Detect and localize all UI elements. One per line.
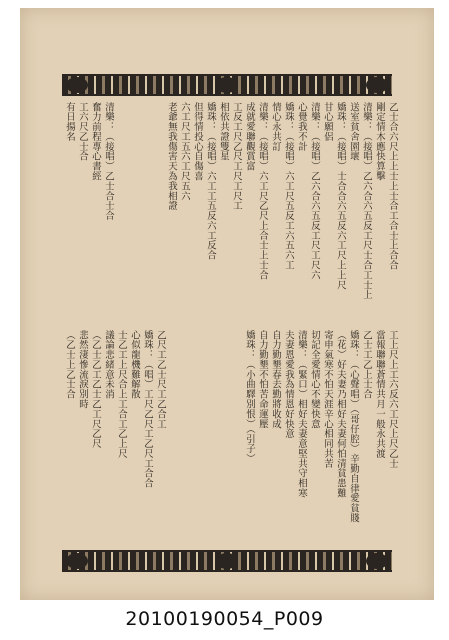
text-column: 悲然淒慘流淚別時	[77, 330, 88, 410]
text-column: 乙士工乙上士合	[361, 330, 372, 400]
text-column: 有日揚名	[64, 102, 75, 142]
text-column: 乙士合六尺上上士上士合工合士上合合	[387, 102, 398, 271]
ornament-icon	[216, 77, 238, 93]
text-column: 清樂：（接唱）六工尺乙尺上合士上士合	[257, 102, 268, 281]
text-column: 嬌珠：（接唱）六工工五反六工反合	[205, 102, 216, 261]
text-column: 嬌珠：（心聲唱）（哥仔腔）辛勤自律愛貧賤	[348, 330, 359, 524]
text-column: 清樂：（接唱）乙士合士合	[103, 102, 114, 221]
text-column: 心覺我不計	[296, 102, 307, 152]
image-caption: 20100190054_P009	[125, 608, 324, 630]
text-column: 寄申氣寒不怕天涯辛心相同共苦	[322, 330, 333, 469]
text-column: 士乙工上尺合上工合工乙上尺	[116, 330, 127, 459]
text-column: 心似龍機難解散	[129, 330, 140, 400]
text-column: 奮力前程專心書經	[90, 102, 101, 182]
text-column: （乙士上乙士合	[64, 330, 75, 400]
text-column: （乙士乙工乙士乙工尺乙尺	[90, 330, 101, 449]
text-column: 自力勤墾不怕苦命運壓	[257, 330, 268, 429]
text-column: 工上尺上工六反六工尺上尺乙士	[387, 330, 398, 469]
text-column: 清樂：（接唱）乙六合六五反工尺工尺六	[309, 102, 320, 281]
text-column: 議論悲緒意未消	[103, 330, 114, 400]
text-column: 剛定情木應快算擊	[374, 102, 385, 182]
text-column: 情心永共訂	[270, 102, 281, 152]
document-page	[20, 8, 434, 600]
text-column: 夫妻恩愛我為情恩好快意	[283, 330, 294, 439]
text-column: 相依共證雙星	[218, 102, 229, 162]
top-ornament-band	[62, 74, 392, 96]
text-column: 工反工尺乙尺工尺工尺工	[231, 102, 242, 211]
top-left-text-block	[64, 102, 114, 324]
text-column: 自力勤墾春去勤將收成	[270, 330, 281, 429]
text-column: 甘心願侶	[322, 102, 333, 142]
text-column: 清樂：（接唱）乙六合六五反工尺士合工士上	[361, 102, 372, 300]
text-column: 清樂：（緊口）相好夫妻意堅共守相寒	[296, 330, 307, 499]
text-column: 切記全愛情心不變快意	[309, 330, 320, 429]
ornament-icon	[366, 553, 388, 569]
text-column: 嬌珠：（唱）工尺乙尺工乙尺工合合	[142, 330, 153, 489]
bottom-ornament-band	[62, 550, 392, 572]
text-column: 但得情投心自傷喜	[192, 102, 203, 182]
ornament-icon	[216, 553, 238, 569]
bottom-right-text-block	[244, 330, 398, 544]
text-column: 乙尺工乙士尺工乙合工	[155, 330, 166, 429]
text-column: 當報聯聯蒼情共月一般永共渡	[374, 330, 385, 459]
text-column: （花）好夫妻乃相好夫妻何怕清貧患難	[335, 330, 346, 499]
text-column: 成就愛聯觀賞富	[244, 102, 255, 172]
top-right-text-block	[166, 102, 398, 324]
text-column: 嬌珠：（小曲驛別恨）（引子）	[244, 330, 255, 464]
bottom-left-text-block	[64, 330, 166, 544]
text-column: 六工尺工五六工尺五六	[179, 102, 190, 201]
text-column: 工六尺乙士合	[77, 102, 88, 162]
text-column: 送室貧舍園壞	[348, 102, 359, 162]
text-column: 嬌珠：（接唱）六工尺五反工六五六工	[283, 102, 294, 271]
text-column: 老爺無我傷害天為我相證	[166, 102, 177, 211]
ornament-icon	[66, 77, 88, 93]
ornament-icon	[66, 553, 88, 569]
ornament-icon	[366, 77, 388, 93]
text-column: 嬌珠：（接唱）士合合六五反六工尺上上尺	[335, 102, 346, 290]
